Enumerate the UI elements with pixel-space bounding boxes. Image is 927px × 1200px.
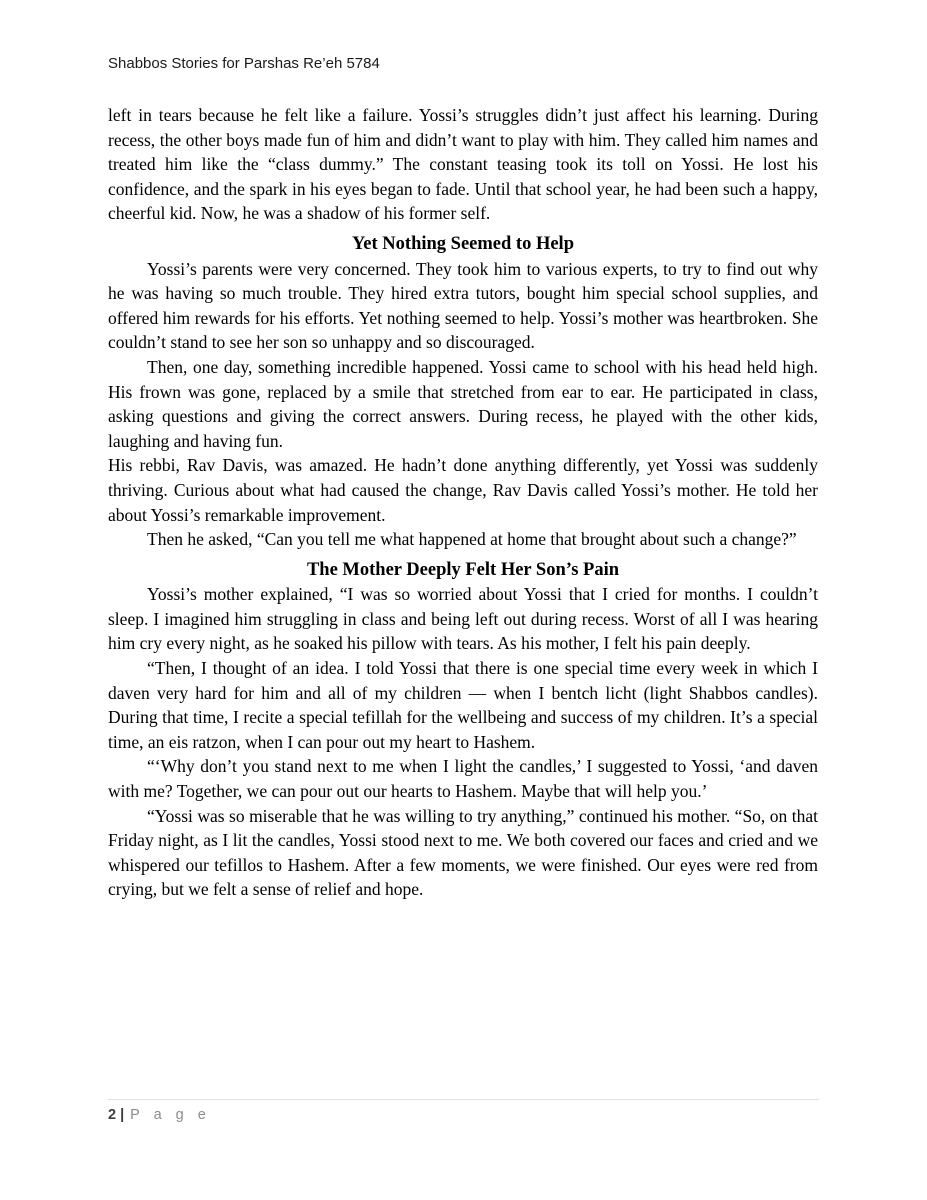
footer-text <box>108 1107 819 1124</box>
footer-page-label: P a g e <box>130 1107 211 1123</box>
page-footer <box>108 1099 819 1124</box>
paragraph: His rebbi, Rav Davis, was amazed. He hadn’t done anything differently, yet Yossi was suddenly thriving. Curious about what had caused the change, Rav Davis called Yossi’s mother. He told her about Yossi’s remarkable improvement. <box>108 455 818 525</box>
section-heading-the-mother-deeply-felt-her-sons-pain: The Mother Deeply Felt Her Son’s Pain <box>306 559 620 580</box>
paragraph: “‘Why don’t you stand next to me when I light the candles,’ I suggested to Yossi, ‘and daven with me? Together, we can pour out our hearts to Hashem. Maybe that will help you.’ <box>108 756 818 802</box>
footer-divider <box>108 1099 819 1100</box>
paragraph-continuation: left in tears because he felt like a failure. Yossi’s struggles didn’t just affect his learning. During recess, the other boys made fun of him and didn’t want to play with him. They called him names and treated him like the “class dummy.” The constant teasing took its toll on Yossi. He lost his confidence, and the spark in his eyes began to fade. Until that school year, he had been such a happy, cheerful kid. Now, he was a shadow of his former self. <box>108 105 818 224</box>
paragraph: Yossi’s parents were very concerned. They took him to various experts, to try to find out why he was having so much trouble. They hired extra tutors, bought him special school supplies, and offered him rewards for his efforts. Yet nothing seemed to help. Yossi’s mother was heartbroken. She couldn’t stand to see her son so unhappy and so discouraged. <box>108 258 818 353</box>
running-header: Shabbos Stories for Parshas Re’eh 5784 <box>108 55 380 72</box>
paragraph: “Yossi was so miserable that he was willing to try anything,” continued his mother. “So, on that Friday night, as I lit the candles, Yossi stood next to me. We both covered our faces and cried and we whispered our tefillos to Hashem. After a few moments, we were finished. Our eyes were red from crying, but we felt a sense of relief and hope. <box>108 805 818 900</box>
section-heading-yet-nothing-seemed-to-help: Yet Nothing Seemed to Help <box>352 233 574 254</box>
footer-separator: | <box>120 1107 125 1123</box>
document-body <box>108 103 818 902</box>
page-number: 2 <box>108 1107 117 1123</box>
paragraph: Then he asked, “Can you tell me what happened at home that brought about such a change?” <box>147 529 797 550</box>
paragraph: Yossi’s mother explained, “I was so worried about Yossi that I cried for months. I couldn’t sleep. I imagined him struggling in class and being left out during recess. Worst of all I was hearing him cry every night, as he soaked his pillow with tears. As his mother, I felt his pain deeply. <box>108 584 818 654</box>
paragraph: “Then, I thought of an idea. I told Yossi that there is one special time every week in which I daven very hard for him and all of my children — when I bentch licht (light Shabbos candles). During that time, I recite a special tefillah for the wellbeing and success of my children. It’s a special time, an eis ratzon, when I can pour out my heart to Hashem. <box>108 658 818 752</box>
paragraph: Then, one day, something incredible happened. Yossi came to school with his head held high. His frown was gone, replaced by a smile that stretched from ear to ear. He participated in class, asking questions and giving the correct answers. During recess, he played with the other kids, laughing and having fun. <box>108 356 818 451</box>
